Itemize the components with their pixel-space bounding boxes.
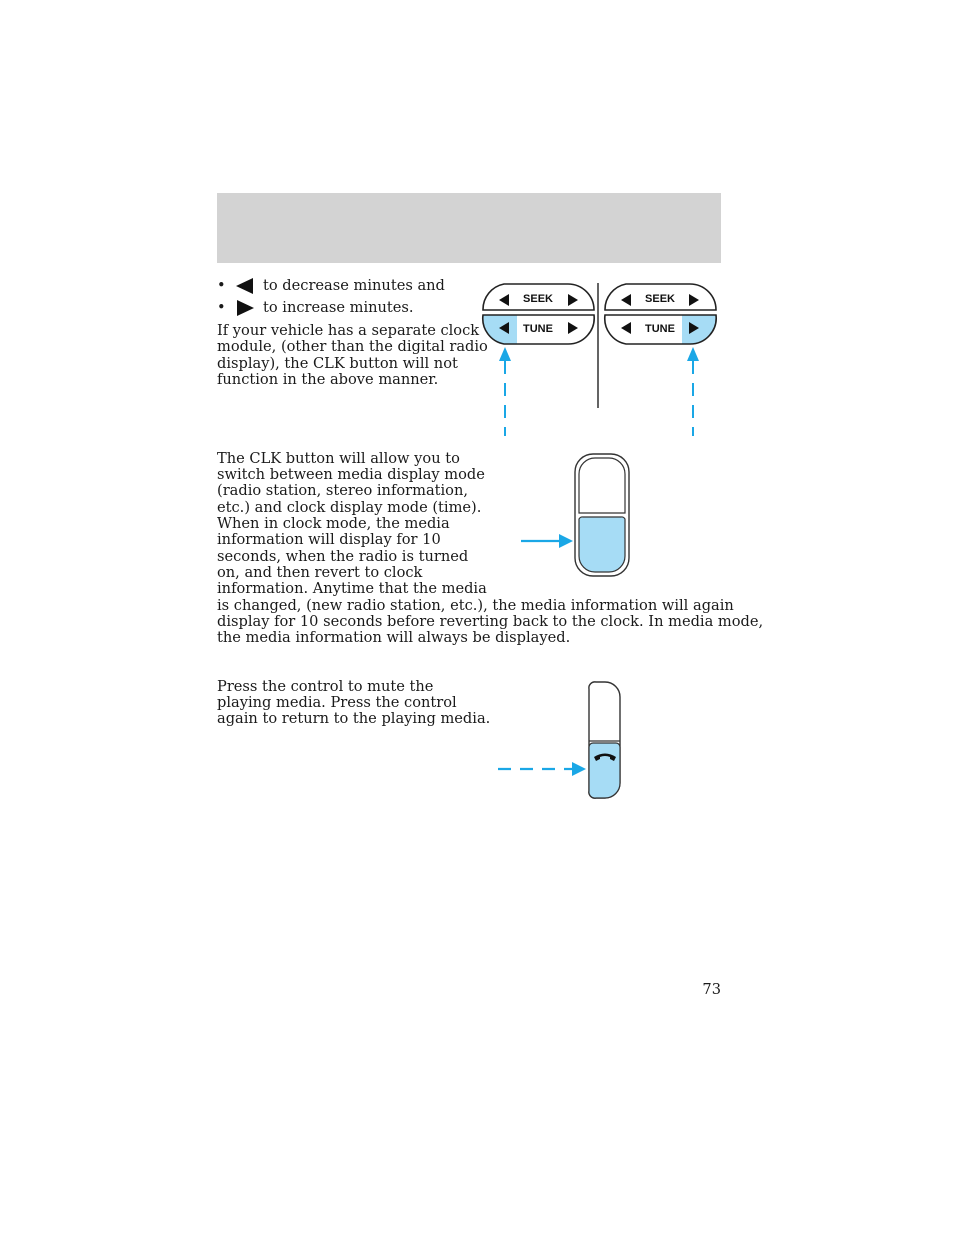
text-line: display for 10 seconds before reverting back to the clock. In media mode, bbox=[217, 613, 764, 630]
clk-button-upper bbox=[579, 458, 625, 513]
clk-button-figure bbox=[518, 452, 634, 580]
text-line: on, and then revert to clock bbox=[217, 564, 423, 581]
text-line: again to return to the playing media. bbox=[217, 710, 491, 727]
tune-label-right: TUNE bbox=[645, 323, 675, 335]
tune-label-left: TUNE bbox=[523, 323, 553, 335]
right-triangle-icon bbox=[235, 300, 263, 316]
tune-left-arrow-icon bbox=[621, 322, 631, 334]
text-line: switch between media display mode bbox=[217, 466, 485, 483]
text-line: If your vehicle has a separate clock bbox=[217, 322, 480, 339]
page-number: 73 bbox=[702, 981, 721, 998]
bullet-text: to increase minutes. bbox=[263, 299, 414, 316]
bullet-text: to decrease minutes and bbox=[263, 277, 445, 294]
text-line: the media information will always be displayed. bbox=[217, 629, 571, 646]
bullet-dot: • bbox=[217, 299, 226, 316]
text-line: function in the above manner. bbox=[217, 371, 439, 388]
callout-arrow-left bbox=[499, 347, 511, 436]
bullet-decrease bbox=[217, 278, 445, 294]
bullet-dot: • bbox=[217, 277, 226, 294]
text-line: playing media. Press the control bbox=[217, 694, 457, 711]
header-band bbox=[217, 193, 721, 263]
text-line: is changed, (new radio station, etc.), the media information will again bbox=[217, 597, 734, 614]
text-line: etc.) and clock display mode (time). bbox=[217, 499, 482, 516]
clk-button-lower-highlight bbox=[579, 517, 625, 572]
callout-arrow-right bbox=[687, 347, 699, 436]
left-triangle-icon bbox=[235, 278, 263, 294]
mute-control-figure bbox=[495, 680, 625, 804]
seek-label-left: SEEK bbox=[523, 293, 553, 305]
text-line: When in clock mode, the media bbox=[217, 515, 450, 532]
callout-arrow-clk bbox=[521, 534, 573, 548]
text-line: module, (other than the digital radio bbox=[217, 338, 488, 355]
bullet-increase bbox=[217, 300, 414, 316]
text-line: The CLK button will allow you to bbox=[217, 450, 460, 467]
text-line: Press the control to mute the bbox=[217, 678, 434, 695]
text-line: display), the CLK button will not bbox=[217, 355, 458, 372]
text-line: information. Anytime that the media bbox=[217, 580, 487, 597]
tune-right-arrow-icon bbox=[568, 322, 578, 334]
text-line: information will display for 10 bbox=[217, 531, 441, 548]
seek-label-right: SEEK bbox=[645, 293, 675, 305]
callout-arrow-mute bbox=[498, 762, 586, 776]
seek-tune-figure bbox=[478, 278, 723, 440]
text-line: (radio station, stereo information, bbox=[217, 482, 469, 499]
mute-control-highlight bbox=[589, 743, 620, 798]
text-line: seconds, when the radio is turned bbox=[217, 548, 469, 565]
